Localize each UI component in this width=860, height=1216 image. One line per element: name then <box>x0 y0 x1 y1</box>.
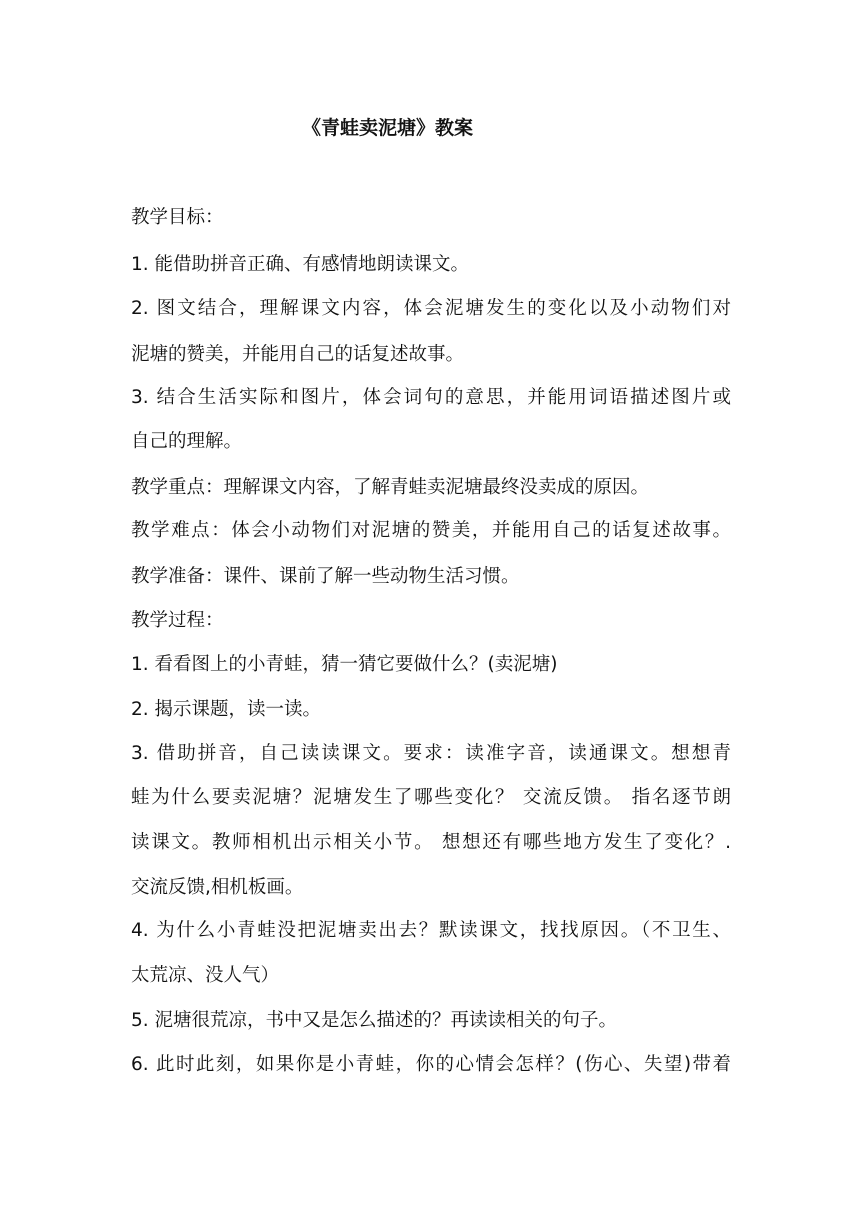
process-step-1: 1. 看看图上的小青蛙，猜一猜它要做什么？(卖泥塘) <box>131 654 558 675</box>
teaching-preparation: 教学准备：课件、课前了解一些动物生活习惯。 <box>131 566 520 587</box>
teaching-difficulty: 教学难点：体会小动物们对泥塘的赞美，并能用自己的话复述故事。 <box>131 520 731 541</box>
objective-item-3-line-1: 3. 结合生活实际和图片，体会词句的意思，并能用词语描述图片或 <box>131 387 731 408</box>
objective-item-1: 1. 能借助拼音正确、有感情地朗读课文。 <box>131 254 470 275</box>
document-title: 《青蛙卖泥塘》教案 <box>301 117 473 139</box>
process-step-5: 5. 泥塘很荒凉，书中又是怎么描述的？再读读相关的句子。 <box>131 1010 618 1031</box>
teaching-key-point: 教学重点：理解课文内容，了解青蛙卖泥塘最终没卖成的原因。 <box>131 477 650 498</box>
objective-item-3-line-2: 自己的理解。 <box>131 431 243 452</box>
process-step-4-line-1: 4. 为什么小青蛙没把泥塘卖出去？默读课文，找找原因。（不卫生、 <box>131 920 731 941</box>
process-step-3-line-1: 3. 借助拼音，自己读读课文。要求：读准字音，读通课文。想想青 <box>131 743 731 764</box>
process-step-3-line-4: 交流反馈,相机板画。 <box>131 877 304 898</box>
objective-item-2-line-2: 泥塘的赞美，并能用自己的话复述故事。 <box>131 344 465 365</box>
process-step-4-line-2: 太荒凉、没人气） <box>131 965 280 986</box>
section-heading-process: 教学过程： <box>131 610 224 631</box>
section-heading-objectives: 教学目标： <box>131 207 224 228</box>
process-step-2: 2. 揭示课题，读一读。 <box>131 699 322 720</box>
process-step-3-line-3: 读课文。教师相机出示相关小节。 想想还有哪些地方发生了变化？. <box>131 832 731 853</box>
process-step-3-line-2: 蛙为什么要卖泥塘？泥塘发生了哪些变化？ 交流反馈。 指名逐节朗 <box>131 787 731 808</box>
objective-item-2-line-1: 2. 图文结合，理解课文内容，体会泥塘发生的变化以及小动物们对 <box>131 298 731 319</box>
process-step-6: 6. 此时此刻，如果你是小青蛙，你的心情会怎样？(伤心、失望)带着 <box>131 1054 731 1075</box>
